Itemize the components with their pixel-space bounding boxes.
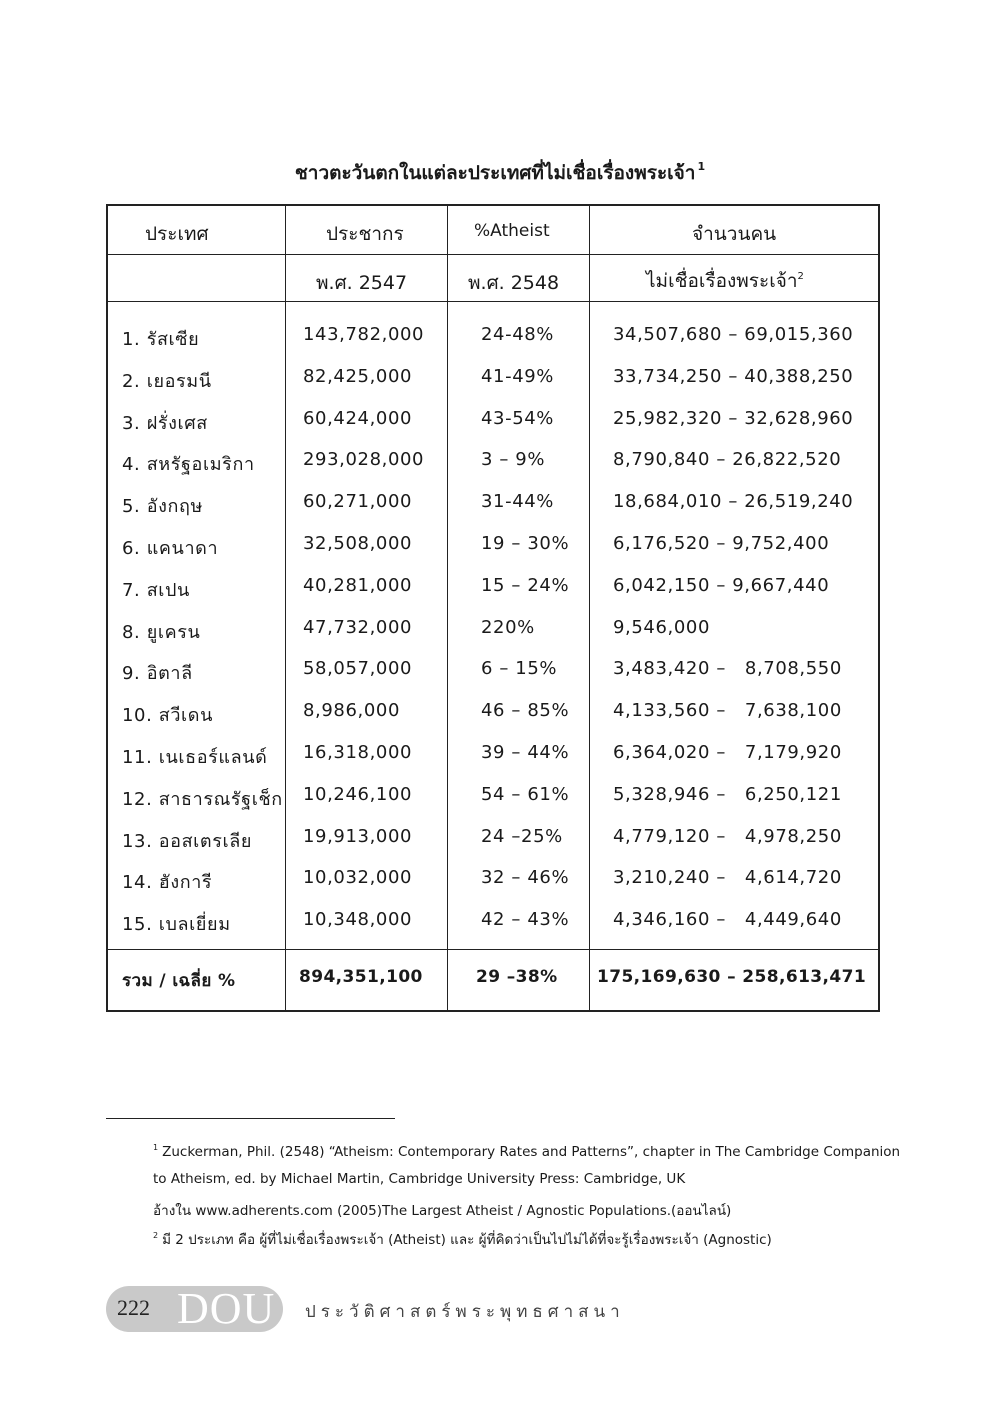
cell-country: 12. สาธารณรัฐเช็ก <box>122 788 283 810</box>
cell-country: 13. ออสเตรเลีย <box>122 830 252 852</box>
cell-population: 10,032,000 <box>303 867 413 889</box>
footnote-text: Zuckerman, Phil. (2548) “Atheism: Contemporary Rates and Patterns”, chapter in The Cambridge Companion <box>162 1144 901 1160</box>
cell-population: 82,425,000 <box>303 365 413 387</box>
row-divider <box>108 254 878 255</box>
footnote-number: 1 <box>153 1143 159 1152</box>
cell-population: 19,913,000 <box>303 825 413 847</box>
cell-count: 6,176,520 – 9,752,400 <box>613 533 830 554</box>
atheist-table <box>106 204 880 1012</box>
cell-atheist: 24-48% <box>481 324 555 345</box>
cell-count: 3,210,240 – 4,614,720 <box>613 867 842 889</box>
footnote-text: to Atheism, ed. by Michael Martin, Cambridge University Press: Cambridge, UK <box>153 1171 686 1187</box>
cell-count: 4,133,560 – 7,638,100 <box>613 700 842 722</box>
cell-country: 11. เนเธอร์แลนด์ <box>122 747 268 768</box>
cell-country: 9. อิตาลี <box>122 663 193 685</box>
cell-atheist: 3 – 9% <box>481 449 546 471</box>
cell-count: 6,364,020 – 7,179,920 <box>613 742 842 763</box>
cell-population: 58,057,000 <box>303 658 413 680</box>
cell-population: 16,318,000 <box>303 742 413 763</box>
cell-atheist: 46 – 85% <box>481 700 570 722</box>
cell-population: 293,028,000 <box>303 449 425 471</box>
cell-count: 25,982,320 – 32,628,960 <box>613 407 854 429</box>
cell-population: 10,348,000 <box>303 909 413 931</box>
row-divider <box>108 949 878 950</box>
cell-count: 9,546,000 <box>613 616 711 638</box>
cell-atheist: 42 – 43% <box>481 909 570 931</box>
total-atheist: 29 –38% <box>476 967 558 987</box>
header-count: จำนวนคน <box>692 223 777 245</box>
cell-atheist: 31-44% <box>481 491 555 513</box>
footnote-line <box>153 1199 731 1221</box>
running-title: ประวัติศาสตร์พระพุทธศาสนา <box>305 1302 625 1322</box>
cell-country: 3. ฝรั่งเศส <box>122 412 208 434</box>
cell-country: 10. สวีเดน <box>122 705 213 727</box>
page-number: 222 <box>117 1295 150 1320</box>
cell-atheist: 220% <box>481 616 535 638</box>
header-country: ประเทศ <box>145 223 209 245</box>
footnote-divider <box>106 1118 395 1119</box>
cell-count: 4,346,160 – 4,449,640 <box>613 909 842 931</box>
cell-count: 3,483,420 – 8,708,550 <box>613 658 842 680</box>
cell-count: 5,328,946 – 6,250,121 <box>613 783 842 805</box>
cell-population: 60,424,000 <box>303 407 413 429</box>
cell-country: 4. สหรัฐอเมริกา <box>122 454 255 476</box>
column-divider <box>447 206 448 1010</box>
cell-count: 4,779,120 – 4,978,250 <box>613 825 842 847</box>
footnote-line <box>153 1171 685 1187</box>
column-divider <box>285 206 286 1010</box>
header-atheist-year: พ.ศ. 2548 <box>468 272 560 294</box>
cell-atheist: 41-49% <box>481 365 555 387</box>
cell-count: 6,042,150 – 9,667,440 <box>613 574 830 596</box>
cell-country: 14. ฮังการี <box>122 872 213 894</box>
cell-population: 40,281,000 <box>303 574 413 596</box>
cell-atheist: 32 – 46% <box>481 867 570 889</box>
total-count: 175,169,630 – 258,613,471 <box>597 967 867 987</box>
cell-population: 143,782,000 <box>303 324 425 345</box>
cell-atheist: 6 – 15% <box>481 658 558 680</box>
cell-country: 7. สเปน <box>122 579 190 601</box>
cell-population: 60,271,000 <box>303 491 413 513</box>
cell-population: 10,246,100 <box>303 783 413 805</box>
row-divider <box>108 301 878 302</box>
cell-atheist: 43-54% <box>481 407 555 429</box>
cell-atheist: 15 – 24% <box>481 574 570 596</box>
cell-population: 8,986,000 <box>303 700 401 722</box>
cell-count: 18,684,010 – 26,519,240 <box>613 491 854 513</box>
footnote-ref: 1 <box>697 160 706 173</box>
header-atheist-percent: %Atheist <box>474 221 550 241</box>
cell-count: 33,734,250 – 40,388,250 <box>613 365 854 387</box>
total-population: 894,351,100 <box>299 967 423 987</box>
cell-country: 6. แคนาดา <box>122 538 219 559</box>
cell-country: 15. เบลเยี่ยม <box>122 914 231 936</box>
footnote-text: อ้างใน www.adherents.com (2005)The Largest Atheist / Agnostic Populations.(ออนไลน์) <box>153 1203 732 1219</box>
cell-population: 32,508,000 <box>303 533 413 554</box>
cell-count: 8,790,840 – 26,822,520 <box>613 449 842 471</box>
cell-atheist: 54 – 61% <box>481 783 570 805</box>
cell-country: 5. อังกฤษ <box>122 496 203 518</box>
cell-atheist: 39 – 44% <box>481 742 570 763</box>
footnote-line <box>153 1143 900 1160</box>
header-population: ประชากร <box>326 223 404 245</box>
footnote-line <box>153 1228 772 1250</box>
header-population-year: พ.ศ. 2547 <box>316 272 408 294</box>
cell-country: 8. ยูเครน <box>122 621 201 643</box>
cell-population: 47,732,000 <box>303 616 413 638</box>
header-count-sub: ไม่เชื่อเรื่องพระเจ้า$^2$ <box>646 270 804 292</box>
footnote-number: 2 <box>153 1231 159 1240</box>
cell-count: 34,507,680 – 69,015,360 <box>613 324 854 345</box>
cell-country: 2. เยอรมนี <box>122 370 212 392</box>
total-label: รวม / เฉลี่ย % <box>122 971 236 991</box>
cell-country: 1. รัสเซีย <box>122 329 200 350</box>
footnote-text: มี 2 ประเภท คือ ผู้ที่ไม่เชื่อเรื่องพระเจ้า (Atheist) และ ผู้ที่คิดว่าเป็นไปไม่ได้ที่จะรู้เรื่องพระเจ้า (Agnostic) <box>162 1232 772 1248</box>
cell-atheist: 24 –25% <box>481 825 563 847</box>
column-divider <box>589 206 590 1010</box>
table-title: ชาวตะวันตกในแต่ละประเทศที่ไม่เชื่อเรื่องพระเจ้า $^1$ <box>294 160 706 184</box>
cell-atheist: 19 – 30% <box>481 533 570 554</box>
dou-logo: DOU <box>177 1284 276 1333</box>
